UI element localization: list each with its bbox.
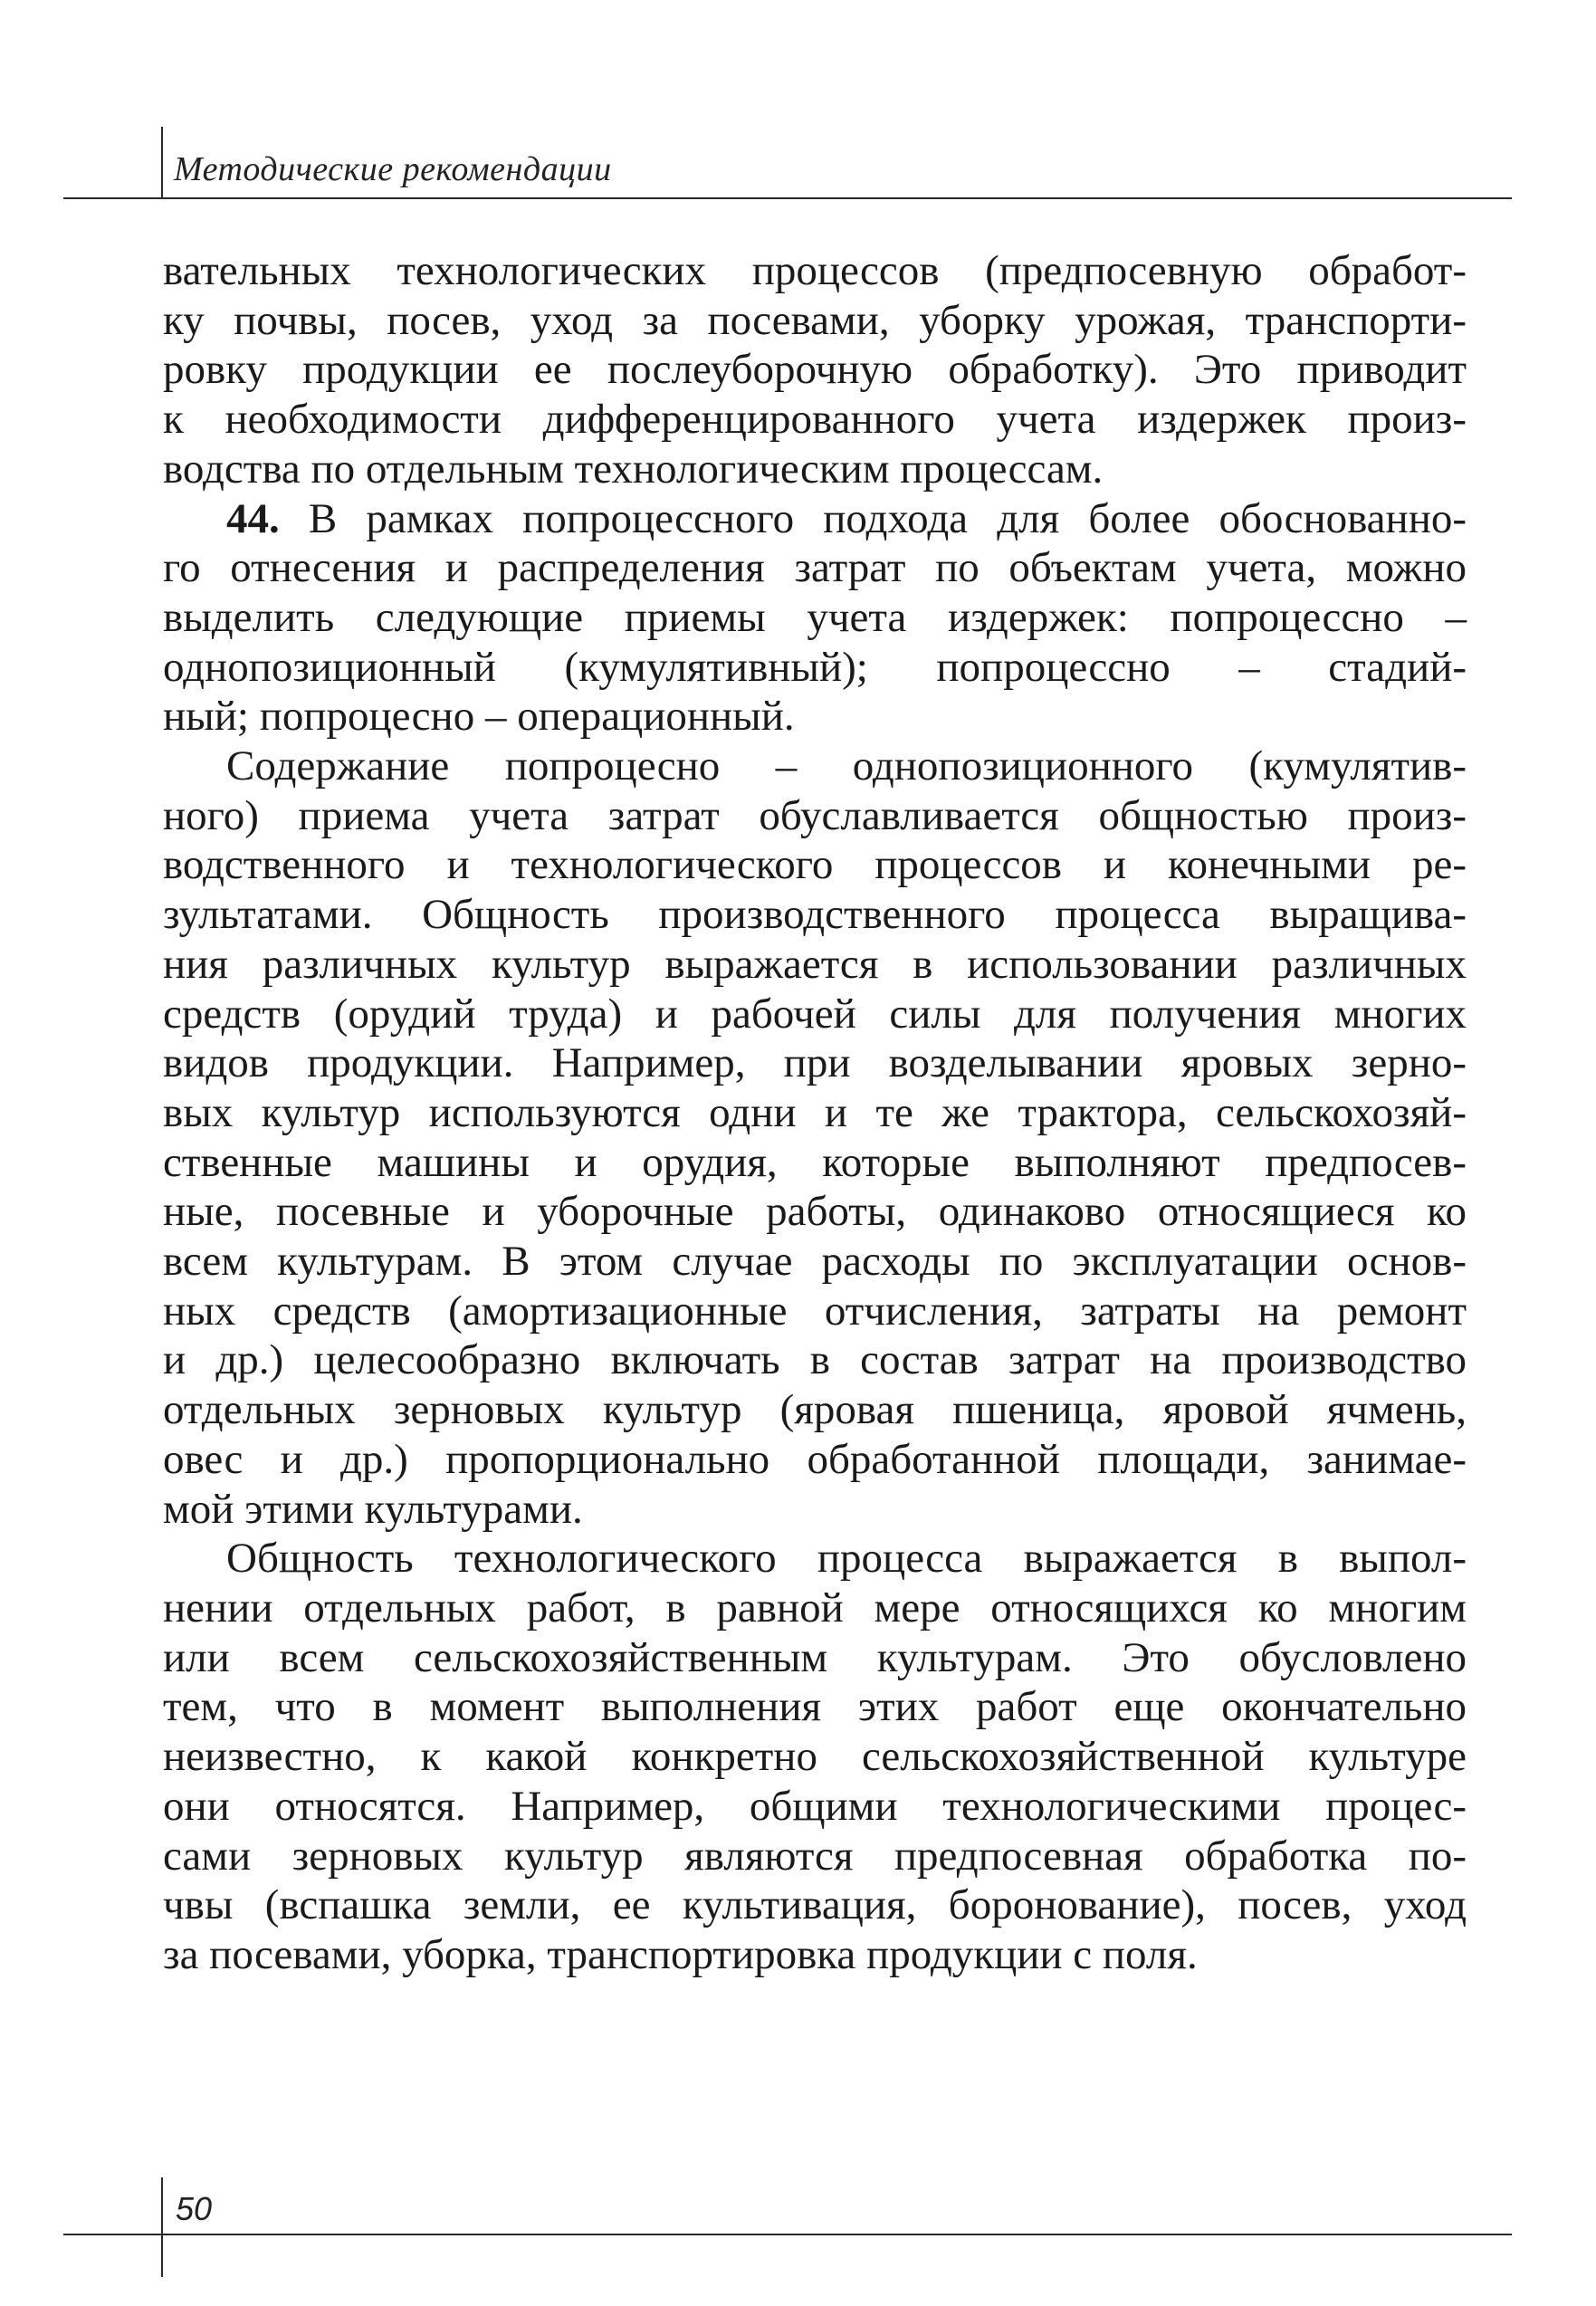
text-line: водства по отдельным технологическим процессам. (163, 445, 1104, 493)
text-line: ного) приема учета затрат обуславливается общностью произ- (163, 791, 1467, 839)
footer-tick-mark (161, 2177, 163, 2277)
header-tick-mark (161, 127, 163, 199)
text-line: ровку продукции ее послеуборочную обработку). Это приводит (163, 346, 1467, 394)
text-line: Содержание попроцесно – однопозиционного (кумулятив- (226, 742, 1467, 790)
paragraph-44 (163, 494, 1467, 742)
paragraph-4 (163, 1534, 1467, 1979)
footer-rule (63, 2234, 1512, 2235)
text-line: вательных технологических процессов (предпосевную обработ- (163, 247, 1467, 294)
text-line: вых культур используются одни и те же трактора, сельскохозяй- (163, 1088, 1467, 1136)
text-line: ния различных культур выражается в использовании различных (163, 940, 1467, 988)
text-line: ных средств (амортизационные отчисления, затраты на ремонт (163, 1287, 1467, 1335)
text-line: водственного и технологического процессов и конечными ре- (163, 841, 1467, 889)
item-number: 44. (226, 494, 280, 542)
text-line: ные, посевные и уборочные работы, одинаково относящиеся ко (163, 1188, 1467, 1236)
text-line: чвы (вспашка земли, ее культивация, боронование), посев, уход (163, 1881, 1467, 1929)
text-line: тем, что в момент выполнения этих работ еще окончательно (163, 1683, 1467, 1731)
body-text (163, 246, 1467, 1980)
header-rule (63, 197, 1512, 199)
text-line: овес и др.) пропорционально обработанной площади, занимае- (163, 1435, 1467, 1483)
text-line: нении отдельных работ, в равной мере относящихся ко многим (163, 1584, 1467, 1631)
page-number: 50 (176, 2190, 213, 2227)
running-header-title: Методические рекомендации (174, 150, 612, 188)
text-line-rest: В рамках попроцессного подхода для более обоснованно- (279, 494, 1467, 542)
text-line: средств (орудий труда) и рабочей силы для получения многих (163, 990, 1467, 1038)
text-line: зультатами. Общность производственного процесса выращива- (163, 891, 1467, 939)
text-line: неизвестно, к какой конкретно сельскохозяйственной культуре (163, 1733, 1467, 1781)
text-line: к необходимости дифференцированного учета издержек произ- (163, 396, 1467, 444)
text-line: сами зерновых культур являются предпосевная обработка по- (163, 1832, 1467, 1880)
text-line: и др.) целесообразно включать в состав затрат на производство (163, 1336, 1467, 1384)
text-line: ный; попроцесно – операционный. (163, 693, 795, 741)
text-line: однопозиционный (кумулятивный); попроцессно – стадий- (163, 643, 1467, 691)
text-line: видов продукции. Например, при возделывании яровых зерно- (163, 1039, 1467, 1087)
text-line-first (163, 494, 1467, 544)
text-line: за посевами, уборка, транспортировка продукции с поля. (163, 1930, 1198, 1978)
text-line: выделить следующие приемы учета издержек: попроцессно – (163, 593, 1467, 641)
paragraph-3 (163, 742, 1467, 1534)
text-line: Общность технологического процесса выражается в выпол- (226, 1535, 1467, 1583)
text-line: всем культурам. В этом случае расходы по эксплуатации основ- (163, 1238, 1467, 1286)
paragraph-1 (163, 246, 1467, 494)
text-line: ственные машины и орудия, которые выполняют предпосев- (163, 1138, 1467, 1186)
text-line: отдельных зерновых культур (яровая пшеница, яровой ячмень, (163, 1386, 1467, 1434)
text-line: или всем сельскохозяйственным культурам. Это обусловлено (163, 1633, 1467, 1681)
text-line: мой этими культурами. (163, 1485, 583, 1533)
text-line: го отнесения и распределения затрат по объектам учета, можно (163, 544, 1467, 592)
text-line: они относятся. Например, общими технологическими процес- (163, 1782, 1467, 1830)
text-line: ку почвы, посев, уход за посевами, уборку урожая, транспорти- (163, 296, 1467, 344)
